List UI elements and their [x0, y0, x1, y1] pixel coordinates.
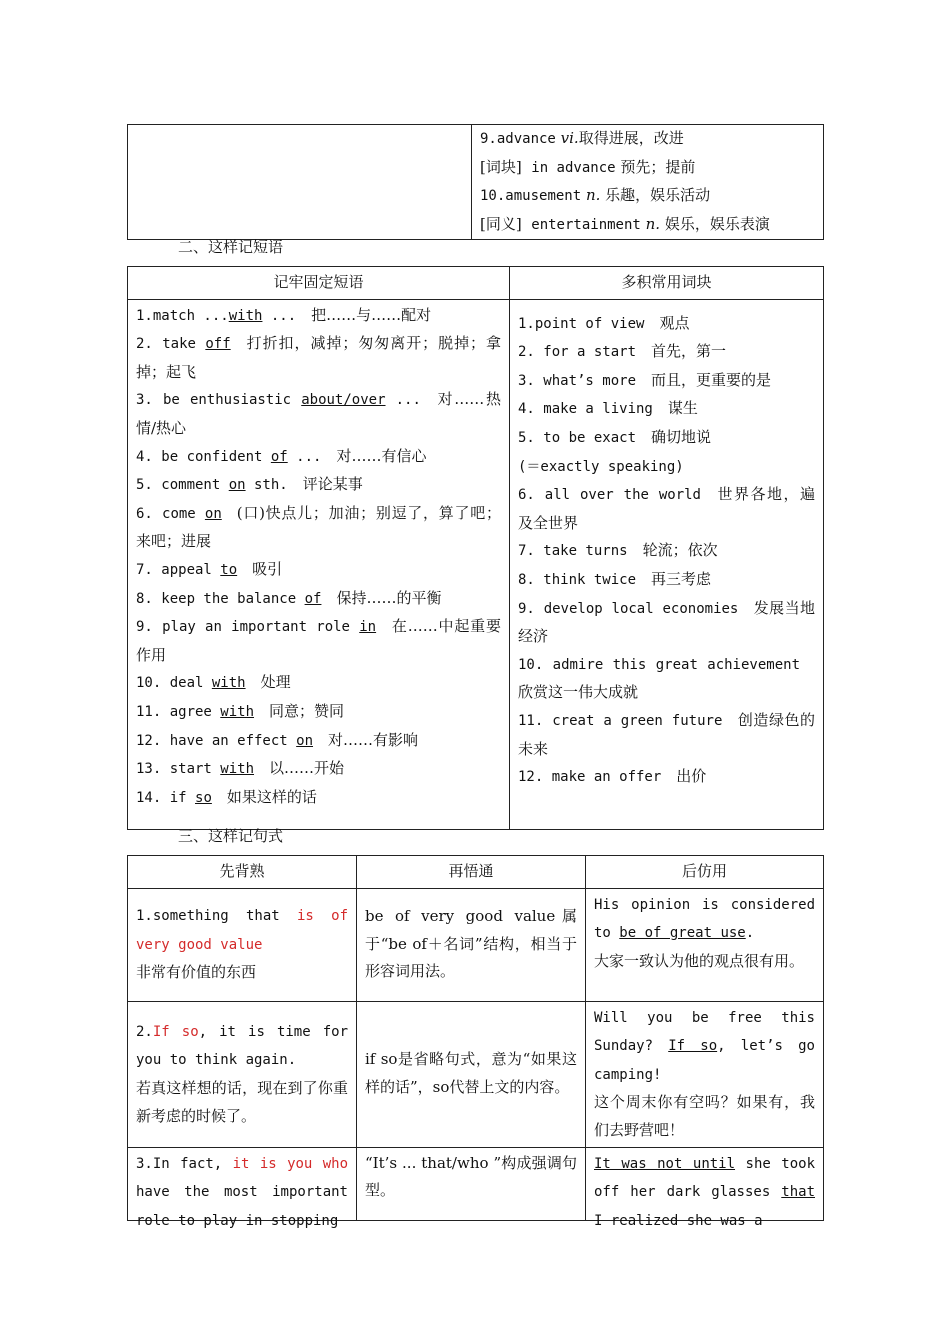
memorize-cell-2: 2.If so, it is time for you to think again. 若真这样想的话，现在到了你重新考虑的时候了。: [128, 1001, 357, 1147]
fixed-phrases-list: [136, 302, 501, 813]
header-memorize: 先背熟: [128, 856, 357, 889]
header-understand: 再悟通: [357, 856, 586, 889]
imitate-cell-1: His opinion is considered to be of great use. 大家一致认为他的观点很有用。: [586, 888, 824, 1001]
header-common-chunks: 多积常用词块: [510, 267, 824, 300]
fixed-phrases-cell: [128, 299, 510, 829]
vocab-table: [127, 124, 824, 240]
common-chunk-item: 5. to be exact 确切地说: [518, 427, 712, 446]
sentence-row-1: [128, 888, 824, 1001]
common-chunk-item: 9. develop local economies 发展当地经济: [518, 598, 815, 646]
fixed-phrase-item: 12. have an effect on 对……有影响: [136, 730, 419, 749]
sentence-row-3: [128, 1147, 824, 1220]
section-title-sentences: 三、这样记句式: [178, 827, 284, 845]
imitate-cell-2: Will you be free this Sunday? If so, let’s go camping! 这个周末你有空吗？如果有，我们去野营吧！: [586, 1001, 824, 1147]
common-chunk-item: 7. take turns 轮流；依次: [518, 541, 718, 560]
understand-cell-3: “It’s ... that/who ”构成强调句型。: [357, 1147, 586, 1220]
vocab-line-10: 10.amusement n. 乐趣，娱乐活动: [480, 186, 711, 205]
vocab-line-chunk: [词块] in advance 预先；提前: [480, 157, 696, 176]
vocab-line-synonym: [同义] entertainment n. 娱乐，娱乐表演: [480, 214, 770, 233]
vocab-line-9: 9.advance vi.取得进展，改进: [480, 129, 684, 147]
fixed-phrase-item: 7. appeal to 吸引: [136, 559, 283, 578]
phrases-table: [127, 266, 824, 830]
vocab-cell: [472, 125, 824, 240]
fixed-phrase-item: 10. deal with 处理: [136, 673, 291, 692]
fixed-phrase-item: 3. be enthusiastic about/over ... 对……热情/热心: [136, 390, 501, 437]
section-title-phrases: 二、这样记短语: [178, 238, 284, 256]
common-chunk-item: 10. admire this great achievement 欣赏这一伟大成就: [518, 656, 800, 702]
common-chunk-item: 3. what’s more 而且，更重要的是: [518, 370, 772, 389]
sentence-row-2: [128, 1001, 824, 1147]
fixed-phrase-item: 11. agree with 同意；赞同: [136, 701, 345, 720]
fixed-phrase-item: 8. keep the balance of 保持……的平衡: [136, 588, 442, 607]
fixed-phrase-item: 14. if so 如果这样的话: [136, 787, 317, 806]
common-chunk-item: 8. think twice 再三考虑: [518, 569, 712, 588]
fixed-phrase-item: 5. comment on sth. 评论某事: [136, 475, 363, 494]
vocab-empty-cell: [128, 125, 472, 240]
fixed-phrase-item: 4. be confident of ... 对……有信心: [136, 446, 427, 465]
memorize-cell-1: 1.something that is of very good value 非常有价值的东西: [128, 888, 357, 1001]
common-chunk-item: 12. make an offer 出价: [518, 767, 707, 786]
sentences-table: [127, 855, 824, 1229]
common-chunks-cell: [510, 299, 824, 829]
common-chunk-item: 2. for a start 首先，第一: [518, 342, 727, 361]
common-chunk-item: 1.point of view 观点: [518, 313, 690, 332]
imitate-cell-3: It was not until she took off her dark glasses that I realized she was a: [586, 1147, 824, 1220]
common-chunk-item: (＝exactly speaking): [518, 458, 684, 475]
memorize-cell-3: 3.In fact, it is you who have the most important role to play in stopping: [128, 1147, 357, 1220]
header-fixed-phrases: 记牢固定短语: [128, 267, 510, 300]
fixed-phrase-item: 9. play an important role in 在……中起重要作用: [136, 617, 501, 664]
fixed-phrase-item: 1.match ...with ... 把……与……配对: [136, 305, 432, 324]
common-chunk-item: 6. all over the world 世界各地，遍及全世界: [518, 485, 815, 532]
common-chunks-list: [518, 310, 815, 792]
header-imitate: 后仿用: [586, 856, 824, 889]
understand-cell-1: be of very good value属于“be of＋名词”结构，相当于形容词用法。: [357, 888, 586, 1001]
understand-cell-2: if so是省略句式，意为“如果这样的话”，so代替上文的内容。: [357, 1001, 586, 1147]
common-chunk-item: 4. make a living 谋生: [518, 399, 698, 418]
common-chunk-item: 11. creat a green future 创造绿色的未来: [518, 710, 815, 758]
fixed-phrase-item: 2. take off 打折扣，减掉；匆匆离开；脱掉；拿掉；起飞: [136, 334, 501, 381]
fixed-phrase-item: 6. come on (口)快点儿；加油；别逗了，算了吧；来吧；进展: [136, 503, 501, 551]
fixed-phrase-item: 13. start with 以……开始: [136, 759, 345, 778]
